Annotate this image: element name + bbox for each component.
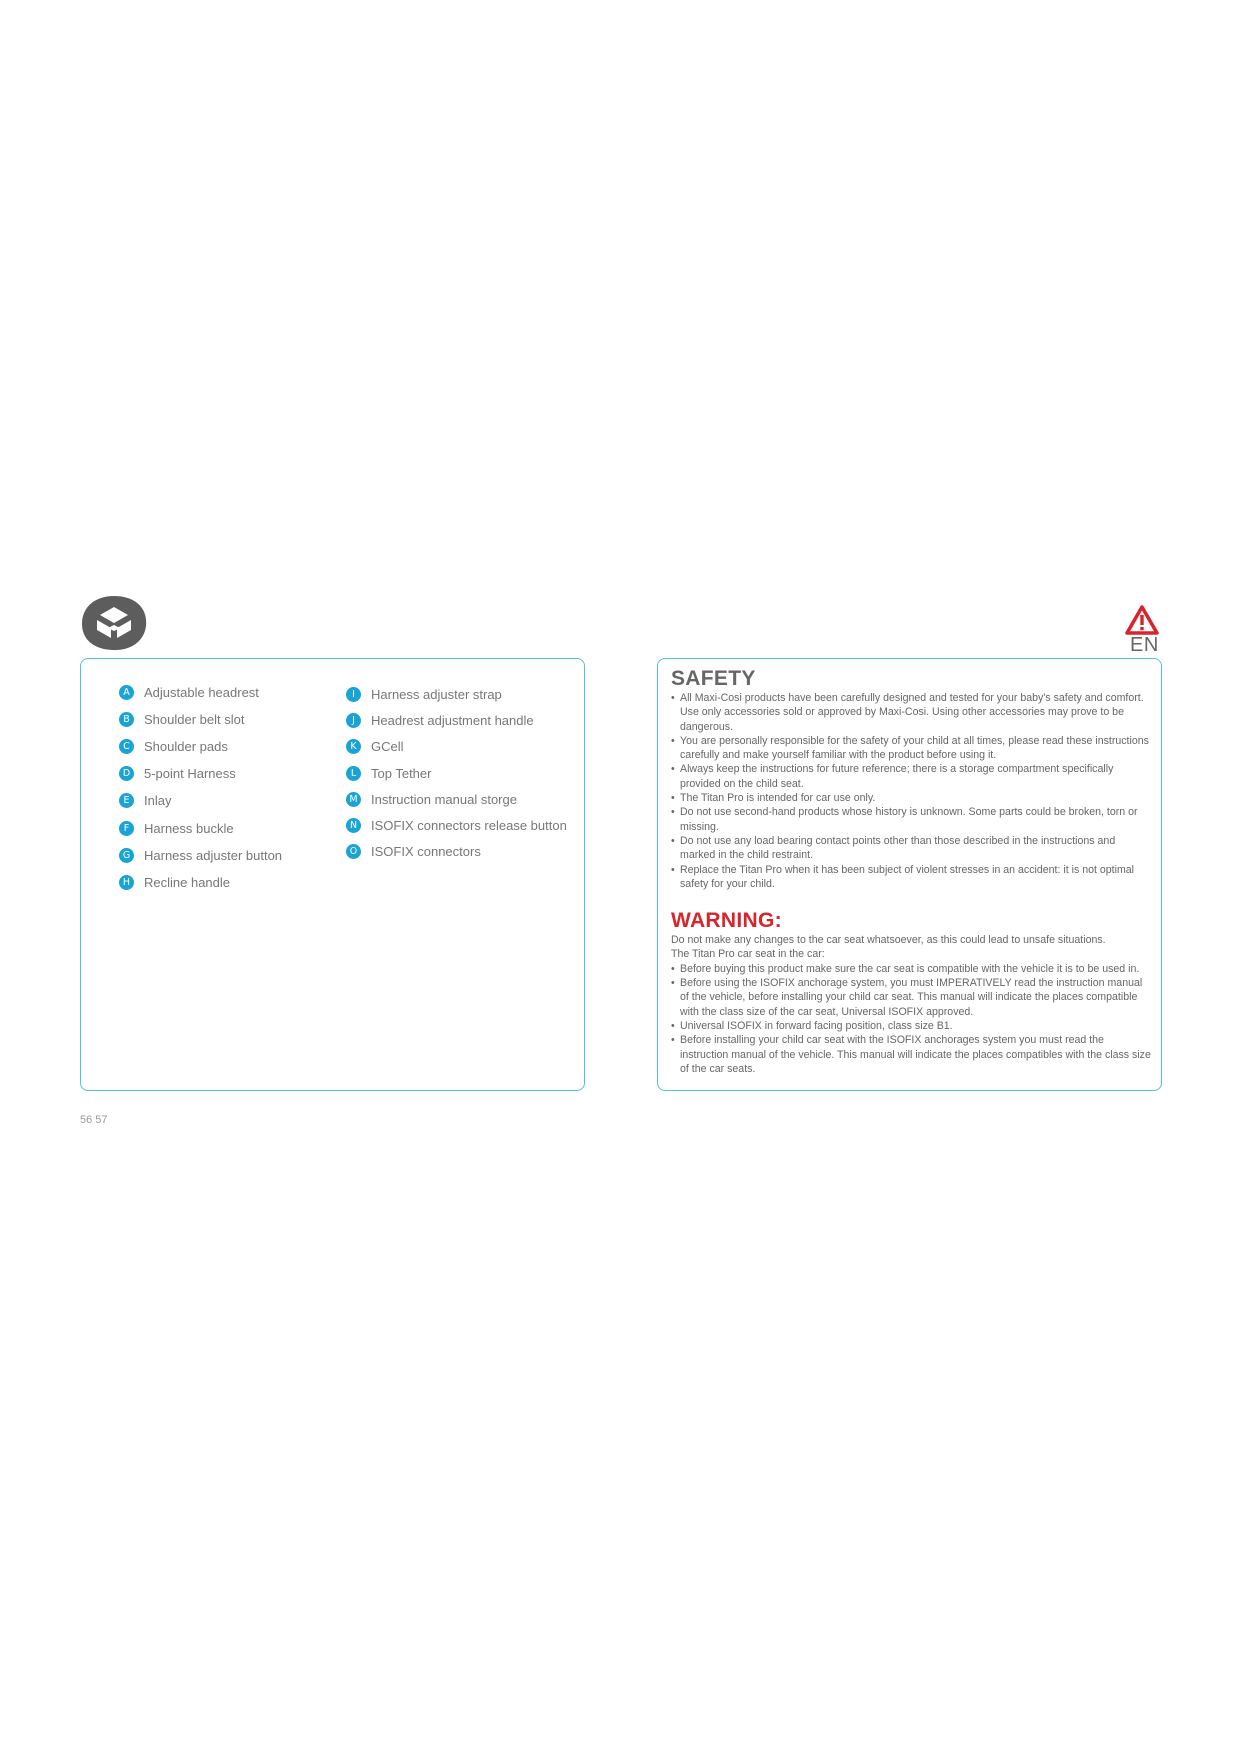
part-label: Shoulder belt slot [144,712,245,728]
part-letter-badge: I [346,687,361,702]
bullet-item: • Do not use any load bearing contact points other than those described in the instructions and marked in the child restraint. [671,834,1151,863]
warning-intro-2: The Titan Pro car seat in the car: [671,948,825,961]
part-label: GCell [371,739,404,755]
part-item [346,844,481,859]
part-item [119,793,171,808]
part-item [119,848,282,863]
bullet-item: • The Titan Pro is intended for car use only. [671,791,1151,805]
language-code: EN [1130,634,1159,656]
part-letter-badge: L [346,766,361,781]
warning-heading: WARNING: [671,909,782,933]
part-item [119,875,230,890]
part-label: Inlay [144,793,172,809]
part-letter-badge: B [119,712,134,727]
bullet-item: • Universal ISOFIX in forward facing position, class size B1. [671,1019,1151,1033]
warning-intro-1: Do not make any changes to the car seat whatsoever, as this could lead to unsafe situations. [671,934,1106,947]
safety-heading: SAFETY [671,667,756,690]
part-letter-badge: N [346,818,361,833]
part-item [119,766,236,781]
part-label: Top Tether [371,765,432,781]
part-item [119,712,244,727]
bullet-item: • All Maxi-Cosi products have been carefully designed and tested for your baby's safety and comfort. Use only accessories sold or approved by Maxi-Cosi. Using other accessories may prove to be dangerous. [671,691,1151,734]
part-item [346,792,517,807]
part-label: ISOFIX connectors [371,844,481,860]
warning-triangle-icon [1124,604,1160,636]
safety-list [671,691,1151,891]
brand-logo-icon [80,594,148,652]
bullet-item: • You are personally responsible for the safety of your child at all times, please read these instructions carefully and make yourself familiar with the product before using it. [671,734,1151,763]
part-label: Harness adjuster button [144,847,283,863]
part-letter-badge: G [119,848,134,863]
part-label: 5-point Harness [144,766,236,782]
safety-panel [657,658,1162,1091]
part-letter-badge: C [119,739,134,754]
part-label: Harness adjuster strap [371,687,502,702]
part-label: ISOFIX connectors release button [371,818,567,833]
part-letter-badge: K [346,739,361,754]
section-spacer [671,891,1151,909]
parts-panel [80,658,585,1091]
part-label: Adjustable headrest [144,685,259,700]
part-item [346,739,404,754]
part-item [346,687,502,702]
part-letter-badge: M [346,792,361,807]
part-letter-badge: F [119,821,134,836]
part-label: Shoulder pads [144,739,228,755]
bullet-item: • Before installing your child car seat with the ISOFIX anchorages system you must read the instruction manual of the vehicle. This manual will indicate the places compatibles with the class size of the car seats. [671,1033,1151,1076]
part-letter-badge: O [346,844,361,859]
part-item [119,821,234,836]
part-letter-badge: H [119,875,134,890]
page-numbers: 56 57 [80,1114,108,1126]
part-item [119,739,228,754]
part-letter-badge: D [119,766,134,781]
part-letter-badge: J [346,713,361,728]
part-item [119,685,259,700]
bullet-item: • Before using the ISOFIX anchorage system, you must IMPERATIVELY read the instruction manual of the vehicle, before installing your child car seat. This manual will indicate the places compatible with the class size of the car seat, Universal ISOFIX approved. [671,976,1151,1019]
part-letter-badge: E [119,793,134,808]
bullet-item: • Always keep the instructions for future reference; there is a storage compartment specifically provided on the child seat. [671,762,1151,791]
part-label: Headrest adjustment handle [371,713,534,729]
part-label: Recline handle [144,874,231,890]
warning-list [671,962,1151,1076]
part-item [346,713,534,728]
part-letter-badge: A [119,685,134,700]
part-label: Harness buckle [144,820,234,836]
bullet-item: • Do not use second-hand products whose history is unknown. Some parts could be broken, torn or missing. [671,805,1151,834]
bullet-item: • Replace the Titan Pro when it has been subject of violent stresses in an accident: it is not optimal safety for your child. [671,863,1151,892]
bullet-item: • Before buying this product make sure the car seat is compatible with the vehicle it is to be used in. [671,962,1151,976]
part-item [346,766,431,781]
part-item [346,818,567,833]
part-label: Instruction manual storge [371,791,517,807]
